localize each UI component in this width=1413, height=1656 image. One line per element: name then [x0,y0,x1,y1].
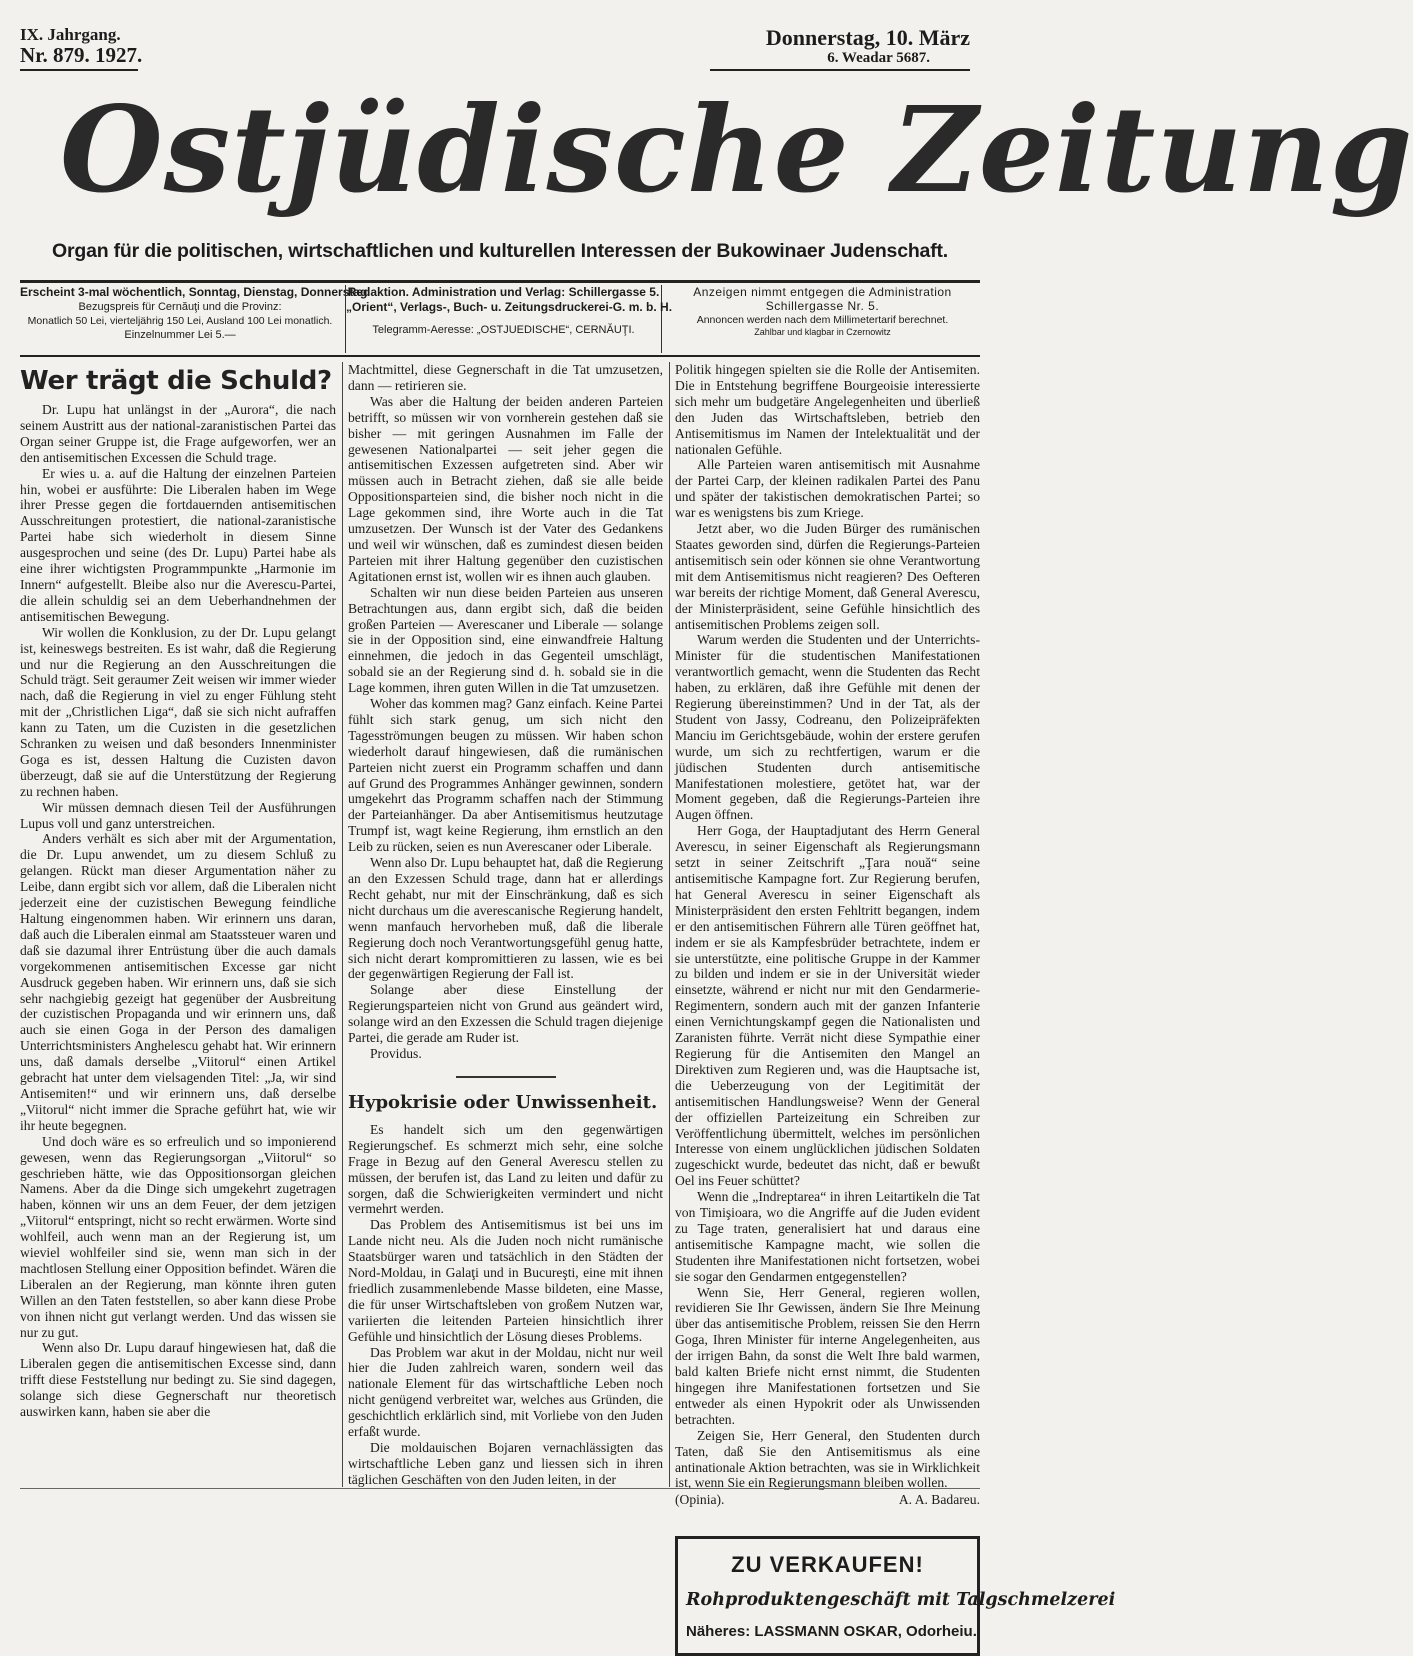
price-heading: Bezugspreis für Cernăuţi und die Provinz: [78,301,282,313]
column-2 [348,362,663,1487]
editorial-address: Redaktion. Administration und Verlag: Schillergasse 5. [347,285,660,299]
advertising-contact: Anzeigen nimmt entgegen die Administration [693,285,952,299]
subscription-info [20,285,368,353]
paragraph: Das Problem des Antisemitismus ist bei uns im Lande nicht neu. Als die Juden noch nicht rumänische Staatsbürger waren und tatsächlich in den Städten der Nord-Moldau, in Galaţi und in Bucureşti, eine mit ihnen friedlich zusammenlebende Masse bildeten, eine Masse, die für unser Wirtschaftsleben von großem Nutzen war, variierten die leitenden Parteien hinsichtlich ihrer Gefühle und hinsichtlich der Lösung dieses Problems. [348,1217,663,1344]
paragraph: Alle Parteien waren antisemitisch mit Ausnahme der Partei Carp, der kleinen radikalen Partei des Panu und später der takistischen demokratischen Partei; so war es wenigstens bis zum Kriege. [675,457,980,521]
paragraph: Herr Goga, der Hauptadjutant des Herrn General Averescu, in seiner Eigenschaft als Regierungsmann setzt in seiner Zeitschrift „Ţara nouă“ seine antisemitische Kampagne fort. Zur Regierung berufen, hat General Averescu in seiner Eigenschaft als Ministerpräsident den ersten Fehltritt begangen, indem er den antisemitischen Führern alle Türen geöffnet hat, indem er sie als Kampfesbrüder betrachtete, indem er sie unterstützte, eine politische Gruppe in der Kammer zu bilden und indem er sie in der Universität wieder einsetzte, während er nicht nur mit den Gendarmerie-Regimentern, sondern auch mit der ganzen Infanterie einen Vernichtungskampf gegen die Nationalisten und Zaranisten führte. Verrät nicht diese Sympathie einer Regierung für die Antisemiten den Mangel an Direktiven zum Regieren und, was die Hauptsache ist, die Ueberzeugung von der Legitimität der antisemitischen Handlungsweise? Wenn der General der offiziellen Parteizeitung ein Schreiben zur Veröffentlichung übermittelt, welches im persönlichen Interesse von einem unglücklichen jüdischen Soldaten zugeschickt wurde, bedeutet das nicht, daß er bewußt Oel ins Feuer schüttet? [675,823,980,1189]
issue-number: Nr. 879. 1927. [20,43,143,67]
paragraph: Wenn also Dr. Lupu darauf hingewiesen hat, daß die Liberalen gegen die antisemitischen Excesse sind, dann trifft diese Feststellung nur bedingt zu. Sie sind dagegen, solange sich diese Gegnerschaft nur theoretisch auswirken kann, haben sie aber die [20,1340,336,1420]
paragraph: Anders verhält es sich aber mit der Argumentation, die Dr. Lupu anwendet, um zu diesem Schluß zu gelangen. Rückt man dieser Argumentation näher zu Leibe, dann ergibt sich vor allem, daß die Liberalen nicht jederzeit eine der cuzistischen Bewegung feindliche Haltung eingenommen haben. Wir erinnern uns daran, daß auch die Liberalen einmal am Staatssteuer waren und daß sie dazumal ihrer Entrüstung über die auch damals vorgekommenen antisemitischen Excesse gar nicht Ausdruck gegeben haben. Wir erinnern uns, daß sie sich sehr nachgiebig gezeigt hat gegenüber der Ausbreitung der cuzistischen Propaganda und wir erinnern uns, daß auch sie einen Goga in der Person des damaligen Unterrichtsministers Anghelescu gehabt hat. Wir erinnern uns, daß damals derselbe „Viitorul“ einen Artikel gebracht hat unter dem vielsagenden Titel: „Ja, wir sind Antisemiten!“ und wir erinnern uns, daß derselbe „Viitorul“ nicht immer die Sprache geführt hat, wie wir ihr heute begegnen. [20,831,336,1133]
article-signature: Providus. [370,1045,422,1061]
paragraph: Dr. Lupu hat unlängst in der „Aurora“, die nach seinem Austritt aus der national-zaranistischen Partei das Organ seiner Gruppe ist, die Frage aufgeworfen, wer an den antisemitischen Excessen die Schuld trage. [20,402,336,465]
hebrew-date: 6. Weadar 5687. [827,50,930,66]
divider [456,1076,556,1078]
paragraph: Wenn die „Indreptarea“ in ihren Leitartikeln die Tat von Timişioara, wo die Angriffe auf die Juden evident zu Tage traten, generalisiert hat und daraus eine antisemitische Kampagne macht, wie sollen die Studenten ihre Manifestationen nicht fortsetzen, wobei sie sogar den Gendarmen entgegenstellen? [675,1189,980,1284]
divider [20,355,980,357]
paragraph: Das Problem war akut in der Moldau, nicht nur weil hier die Juden zahlreich waren, sondern weil das nationale Element für das wirtschaftliche Leben noch nicht genügend verbreitet war, welches aus Gründen, die geschichtlich erklärlich sind, mit Vorliebe von den Juden erfaßt wurde. [348,1344,663,1440]
issue-date: Donnerstag, 10. März [765,25,970,50]
paragraph: Es handelt sich um den gegenwärtigen Regierungschef. Es schmerzt mich sehr, eine solche Frage in Bezug auf den General Averescu stellen zu müssen, der berufen ist, das Land zu leiten und dafür zu sorgen, daß die Schwierigkeiten vermindert und nicht vermehrt werden. [348,1121,663,1217]
article-author: A. A. Badareu. [898,1492,980,1508]
paragraph: Warum werden die Studenten und der Unterrichts-Minister für die studentischen Manifestationen verantwortlich gemacht, wenn die Studenten das Recht haben, zu erklären, daß ihre Gefühle mit denen der Regierung übereinstimmen? Und in der Tat, als der Student von Jassy, Codreanu, den Polizeipräfekten Manciu im Gerichtsgebäude, wohin der erstere gerufen wurde, um sich zu rechtfertigen, warum er die jüdischen Studenten durch antisemitische Manifestationen molestiere, getötet hat, war der Moment gegeben, daß die Regierungs-Parteien ihre Augen öffnen. [675,632,980,823]
paragraph: Und doch wäre es so erfreulich und so imponierend gewesen, wenn das Regierungsorgan „Viitorul“ so geschrieben hätte, wie das Oppositionsorgan gleichen Namens. Aber da die Dinge sich umgekehrt zugetragen haben, können wir uns an dem Feuer, der dem jetzigen „Viitorul“ entspringt, nicht so recht erwärmen. Worte sind wohlfeil, auch wenn man an der Regierung ist, um wieviel wohlfeiler sind sie, wenn man sich in der machtlosen Stellung einer Opposition befindet. Wären die Liberalen an der Regierung, man könnte ihren guten Willen an den Taten feststellen, so aber kann diese Probe von ihnen nicht gut verlangt werden. Und das wissen sie nur zu gut. [20,1133,336,1340]
payment-terms: Zahlbar und klagbar in Czernowitz [754,327,891,337]
paragraph: Wir müssen demnach diesen Teil der Ausführungen Lupus voll und ganz unterstreichen. [20,799,336,831]
paragraph: Solange aber diese Einstellung der Regierungsparteien nicht von Grund aus geändert wird, solange wird an den Exzessen die Schuld tragen diejenige Partei, die gerade am Ruder ist. [348,982,663,1046]
price-details: Monatlich 50 Lei, vierteljährig 150 Lei, Ausland 100 Lei monatlich. [27,315,333,327]
publisher-name: „Orient“, Verlags-, Buch- u. Zeitungsdruckerei-G. m. b. H. [346,300,673,314]
advertising-rates: Annoncen werden nach dem Millimetertarif berechnet. [696,314,949,326]
divider [20,1488,980,1489]
column-divider [669,362,670,1487]
volume-label: IX. Jahrgang. [20,25,121,44]
advertisement-box [675,1536,1116,1656]
single-issue-price: Einzelnummer Lei 5.— [124,329,236,341]
column-3 [675,362,1116,1641]
date-info [710,26,970,71]
divider [20,280,980,283]
paragraph: Was aber die Haltung der beiden anderen Parteien betrifft, so müssen wir von vornherein gestehen daß sie bisher — mit geringen Ausnahmen im Falle der gewesenen Nationalpartei — seit jeher gegen die antisemitischen Exzessen aufgetreten sind. Aber wir müssen auch in Betracht ziehen, daß sie alle beide Oppositionsparteien sind, die bisher noch nicht in die Lage gekommen sind, ihre Worte auch in die Tat umzusetzen. Der Wunsch ist der Vater des Gedankens und weil wir wünschen, daß es zumindest diesen beiden Parteien mit ihrer Haltung gegenüber den cuzistischen Agitationen ernst ist, wollen wir es ihnen auch glauben. [348,393,663,584]
paragraph: Wenn also Dr. Lupu behauptet hat, daß die Regierung an den Exzessen Schuld trage, dann hat er allerdings Recht gehabt, nur mit der Einschränkung, daß es sich nicht durchaus um die averescanische Regierung handelt, wenn manfauch hervorheben muß, daß die liberale Regierung doch noch Verantwortungsgefühl genug hatte, sich nicht derart kompromittieren zu lassen, wie es bei der gegenwärtigen Regierung der Fall ist. [348,855,663,982]
paragraph: Schalten wir nun diese beiden Parteien aus unseren Betrachtungen aus, dann ergibt sich, daß die beiden großen Parteien — Averescaner und Liberale — solange sie in der Opposition sind, eine einwandfreie Haltung einnehmen, die jedoch in das Gegenteil umschlägt, sobald sie an der Regierung sind d. h. sobald sie in die Lage kommen, ihren guten Willen in die Tat umzusetzen. [348,584,663,696]
column-1 [20,362,336,1487]
editorial-info [345,285,673,353]
newspaper-subtitle: Organ für die politischen, wirtschaftlichen und kulturellen Interessen der Bukowinaer Judenschaft. [52,240,948,262]
advertisement-contact: Näheres: LASSMANN OSKAR, Odorheiu. [686,1623,977,1641]
paragraph: Jetzt aber, wo die Juden Bürger des rumänischen Staates geworden sind, dürfen die Regierungs-Parteien antisemitisch sein oder können sie ohne Verantwortung mit dem Antisemitismus nicht reagieren? Des Oefteren war bereits der richtige Moment, daß General Averescu, der Ministerpräsident, seine Gefühle hinsichtlich des antisemitischen Problems zeigen soll. [675,521,980,632]
paragraph: Woher das kommen mag? Ganz einfach. Keine Partei fühlt sich stark genug, um sich nicht den Tagesströmungen beugen zu müssen. Wir haben schon wiederholt darauf hingewiesen, daß die rumänischen Parteien nicht zuerst ein Programm schaffen und dann auf Grund des Programmes Anhänger gewinnen, sondern umgekehrt das Programm schaffen nach der Stimmung der Parteianhänger. Da aber Antisemitismus heutzutage Trumpf ist, wagt keine Regierung, ihm ernstlich an den Leib zu rücken, seien es nun Averescaner oder Liberale. [348,696,663,855]
advertising-info [665,285,980,353]
column-divider [342,362,343,1487]
paragraph: Die moldauischen Bojaren vernachlässigten das wirtschaftliche Leben ganz und liessen sich in ihren täglichen Geschäften von den Juden leiten, in der [348,1440,663,1487]
paragraph: Wenn Sie, Herr General, regieren wollen, revidieren Sie Ihr Gewissen, ändern Sie Ihre Meinung über das antisemitische Problem, reissen Sie den Herrn Goga, Ihren Minister für interne Angelegenheiten, aus der irrigen Bahn, da sonst die Welt Ihre bald warmen, bald kalten Briefe nicht ernst nimmt, die Studenten hingegen ihre Manifestationen fortsetzen und Sie entweder als einen Hypokrit oder als Unwissenden betrachten. [675,1284,980,1427]
advertisement-title: ZU VERKAUFEN! [731,1552,924,1578]
article-headline: Wer trägt die Schuld? [20,366,332,396]
paragraph: Politik hingegen spielten sie die Rolle der Antisemiten. Die in Entstehung begriffene Bourgeoisie interessierte sich mehr um budgetäre Angelegenheiten und überließ den Juden das Wirtschaftsleben, betrieb den Antisemitismus im Namen der Intelektualität und der nationalen Gefühle. [675,362,980,457]
advertising-address: Schillergasse Nr. 5. [765,299,880,313]
article-signature-row [675,1492,980,1508]
article-headline: Hypokrisie oder Unwissenheit. [348,1091,658,1113]
article-source: (Opinia). [675,1492,725,1508]
paragraph: Er wies u. a. auf die Haltung der einzelnen Parteien hin, wobei er ausführte: Die Liberalen haben im Wege ihrer Presse gegen die fortdauernden antisemitischen Ausschreitungen protestiert, die national-zaranistische Partei habe sich wiederholt in diesem Sinne ausgesprochen und seine (des Dr. Lupu) Partei habe als eine ihrer wichtigsten Programmpunkte „Harmonie im Innern“ aufgestellt. Bleibe also nur die Averescu-Partei, die allein schuldig sei an dem Ueberhandnehmen der antisemitischen Bewegung. [20,465,336,624]
publication-schedule: Erscheint 3-mal wöchentlich, Sonntag, Dienstag, Donnerstag [20,285,368,299]
issue-info [20,26,142,71]
paragraph: Machtmittel, diese Gegnerschaft in die Tat umzusetzen, dann — retirieren sie. [348,362,663,393]
newspaper-title: Ostjüdische Zeitung [60,80,1413,219]
paragraph: Zeigen Sie, Herr General, den Studenten durch Taten, daß Sie den Antisemitismus als eine antinationale Aktion betrachten, was sie in Wirklichkeit ist, wenn Sie ein Regierungsmann bleiben wollen. [675,1427,980,1491]
telegram-address: Telegramm-Aeresse: „OSTJUEDISCHE“, CERNĂUŢI. [372,324,635,336]
paragraph: Wir wollen die Konklusion, zu der Dr. Lupu gelangt ist, keineswegs bestreiten. Es ist wahr, daß die Regierung und nur die Regierung an den Ausschreitungen die Schuld trägt. Seit geraumer Zeit weisen wir immer wieder nach, daß die Regierung in viel zu enger Fühlung steht mit der „Christlichen Liga“, daß sie sich nicht aufraffen kann zu Taten, um die Cuzisten in die gesetzlichen Schranken zu weisen und daß besonders Innenminister Goga es ist, dessen Haltung die Cuzisten davon überzeugt, daß sie auf die Unterstützung der Regierung zu rechnen haben. [20,624,336,799]
advertisement-text: Rohproduktengeschäft mit Talgschmelzerei [686,1590,1116,1611]
